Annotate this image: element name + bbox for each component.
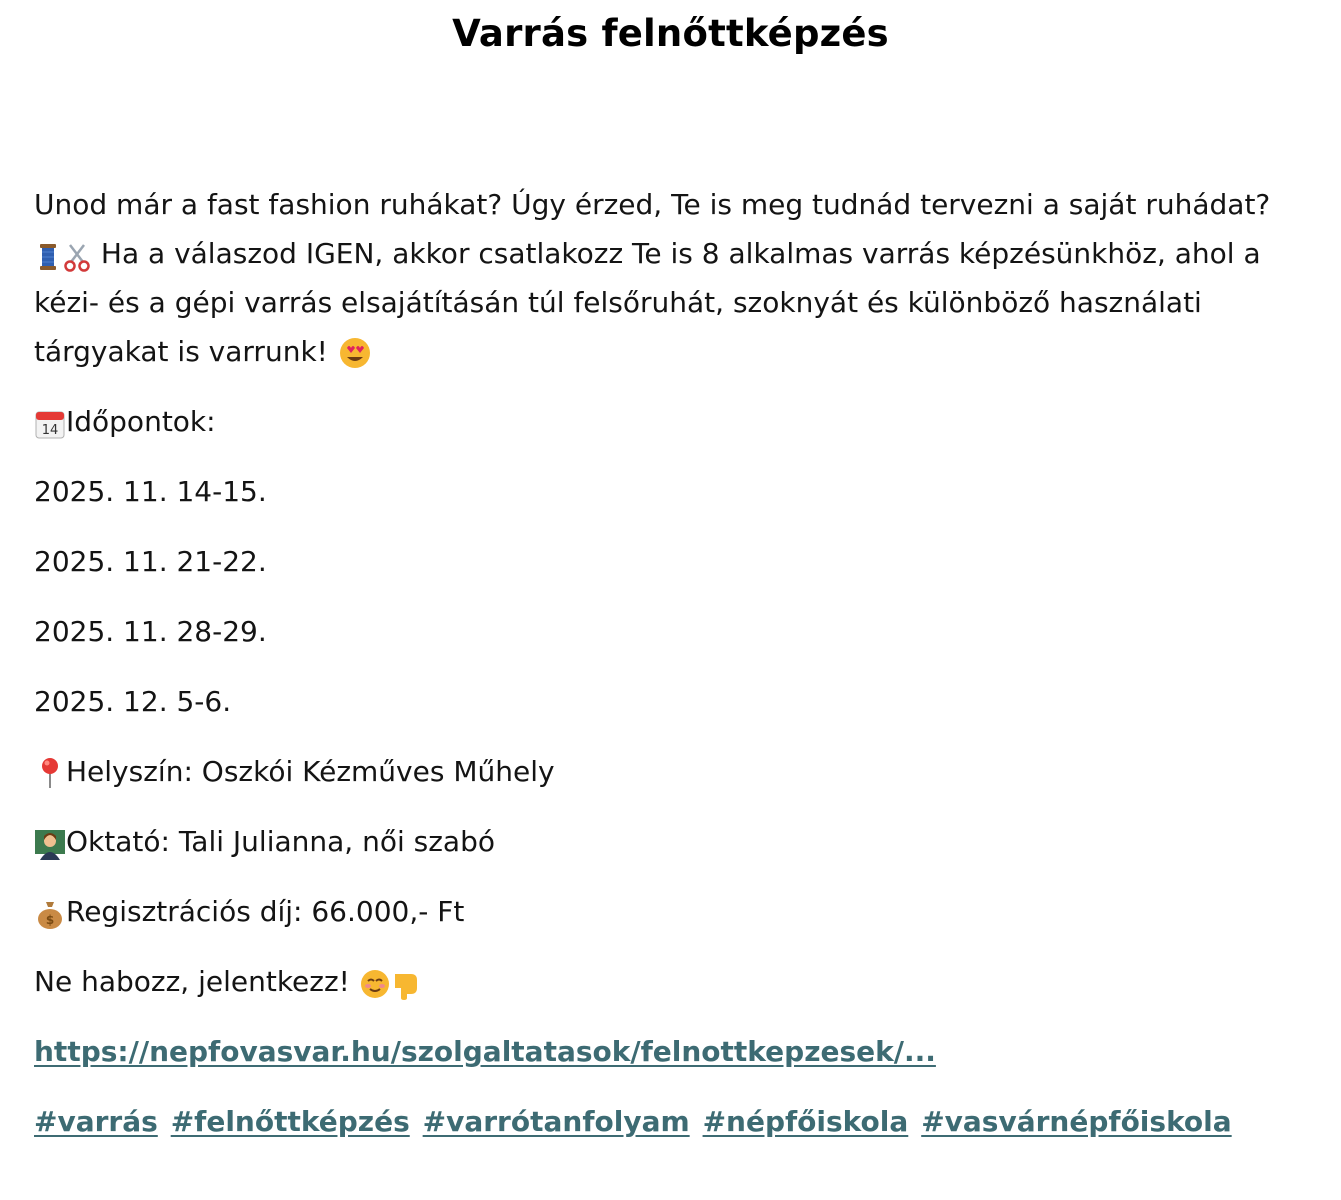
cta-text: Ne habozz, jelentkezz! — [34, 965, 350, 998]
svg-text:$: $ — [45, 913, 55, 927]
date-item: 2025. 11. 28-29. — [34, 615, 267, 648]
cta-line — [34, 957, 1314, 1006]
heart-eyes-emoji-icon — [337, 336, 373, 370]
smiling-face-icon — [359, 968, 391, 1000]
money-bag-icon — [34, 898, 66, 930]
intro-text-1: Unod már a fast fashion ruhákat? Úgy érzed, Te is meg tudnád tervezni a saját ruhádat? — [34, 188, 1271, 221]
thread-spool-icon — [34, 242, 62, 272]
date-item: 2025. 11. 14-15. — [34, 475, 267, 508]
dates-label: Időpontok: — [66, 405, 216, 438]
post-body — [34, 180, 1314, 1167]
pointing-down-icon — [391, 968, 423, 1000]
hashtag-link[interactable]: #népfőiskola — [702, 1105, 909, 1138]
instructor-text: Oktató: Tali Julianna, női szabó — [66, 825, 495, 858]
intro-paragraph — [34, 180, 1314, 376]
hashtag-link[interactable]: #varrótanfolyam — [422, 1105, 690, 1138]
location-text: Helyszín: Oszkói Kézműves Műhely — [66, 755, 555, 788]
instructor-line — [34, 817, 1314, 866]
fee-line — [34, 887, 1314, 936]
date-item: 2025. 11. 21-22. — [34, 545, 267, 578]
hashtag-link[interactable]: #vasvárnépfőiskola — [921, 1105, 1232, 1138]
hashtag-link[interactable]: #varrás — [34, 1105, 158, 1138]
location-pin-icon — [34, 756, 66, 790]
registration-link[interactable]: https://nepfovasvar.hu/szolgaltatasok/felnottkepzesek/... — [34, 1035, 936, 1068]
scissors-icon — [62, 242, 92, 272]
post-title: Varrás felnőttképzés — [452, 12, 889, 55]
hashtag-link[interactable]: #felnőttképzés — [170, 1105, 410, 1138]
registration-link-line — [34, 1027, 1314, 1076]
dates-heading — [34, 397, 1314, 446]
calendar-icon — [34, 408, 66, 440]
location-line — [34, 747, 1314, 796]
intro-text-2: Ha a válaszod IGEN, akkor csatlakozz Te is 8 alkalmas varrás képzésünkhöz, ahol a kézi- és a gépi varrás elsajátításán túl felsőruhát, szoknyát és különböző használati tárgyakat is varrunk! — [34, 237, 1261, 368]
fee-text: Regisztrációs díj: 66.000,- Ft — [66, 895, 465, 928]
date-item: 2025. 12. 5-6. — [34, 685, 232, 718]
svg-text:14: 14 — [41, 423, 59, 438]
teacher-icon — [34, 828, 66, 860]
hashtags — [34, 1097, 1314, 1146]
